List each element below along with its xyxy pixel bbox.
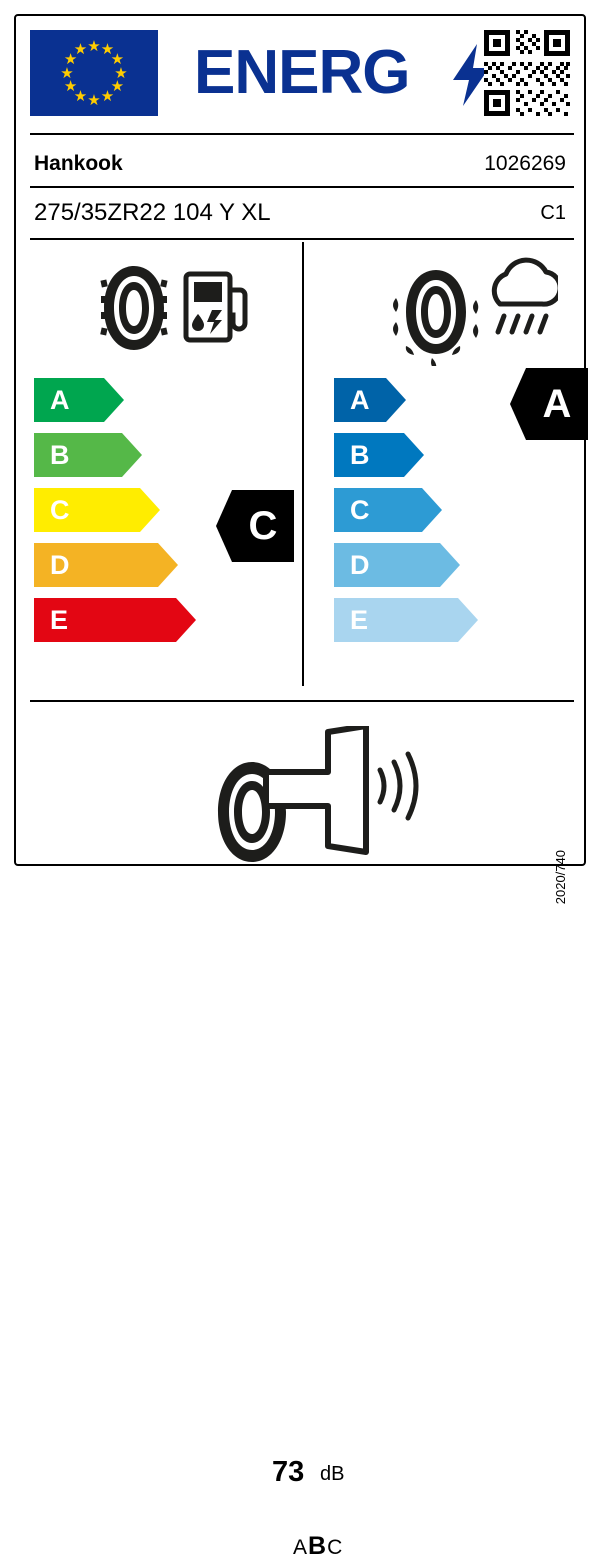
brand-name: Hankook [34,152,123,175]
energy-label-card [14,14,586,1560]
eu-flag-star: ★ [87,91,101,109]
page-title: ENERG [194,38,410,107]
rating-letter: A [542,382,572,426]
date-code: 2020/740 [553,850,568,905]
grade-label: D [350,550,370,580]
tyre-rain-cloud-icon [388,254,558,366]
grade-label: A [350,385,370,415]
grade-label: E [50,605,69,635]
eu-flag-star: ★ [63,51,78,68]
grade-bar [334,488,584,532]
noise-class-a: A [293,1536,309,1559]
pictogram-row [16,242,584,362]
eu-flag-star: ★ [73,41,88,59]
noise-unit: dB [320,1463,345,1485]
eu-flag-icon [30,30,158,116]
label-header [16,16,584,122]
divider-brand [30,186,574,188]
eu-flag-star: ★ [100,87,115,105]
noise-class-selected: B [308,1532,328,1560]
noise-class-c: C [327,1536,344,1559]
eu-flag-star: ★ [87,37,101,55]
eu-flag-star: ★ [110,51,125,68]
divider-size [30,238,574,240]
model-code: 1026269 [484,152,566,175]
qr-code-icon [484,30,570,116]
grade-bar [334,598,584,642]
vehicle-class: C1 [540,202,566,224]
eu-flag-star: ★ [110,78,125,95]
divider-noise [30,700,574,702]
grade-label: B [50,440,70,470]
eu-flag-star: ★ [73,87,88,105]
grade-bar [34,433,284,477]
fuel-efficiency-rating-badge [216,490,294,562]
eu-flag-star: ★ [60,64,74,82]
grade-label: C [350,495,370,525]
tyre-fuel-pump-icon [94,260,254,360]
eu-flag-star: ★ [100,41,115,59]
grade-label: D [50,550,70,580]
noise-class-scale [293,1532,343,1561]
wet-grip-rating-badge [510,368,588,440]
tire-size: 275/35ZR22 104 Y XL [34,199,271,226]
grade-label: E [350,605,369,635]
tyre-loudspeaker-icon [206,726,426,876]
grade-label: B [350,440,370,470]
grade-label: C [50,495,70,525]
noise-value: 73 [272,1456,305,1488]
eu-flag-star: ★ [114,64,128,82]
grade-label: A [50,385,70,415]
rating-letter: C [248,504,278,548]
grade-bar [34,378,284,422]
eu-flag-star: ★ [63,78,78,95]
grade-bar [34,598,284,642]
grade-bar [334,543,584,587]
divider-top [30,133,574,135]
